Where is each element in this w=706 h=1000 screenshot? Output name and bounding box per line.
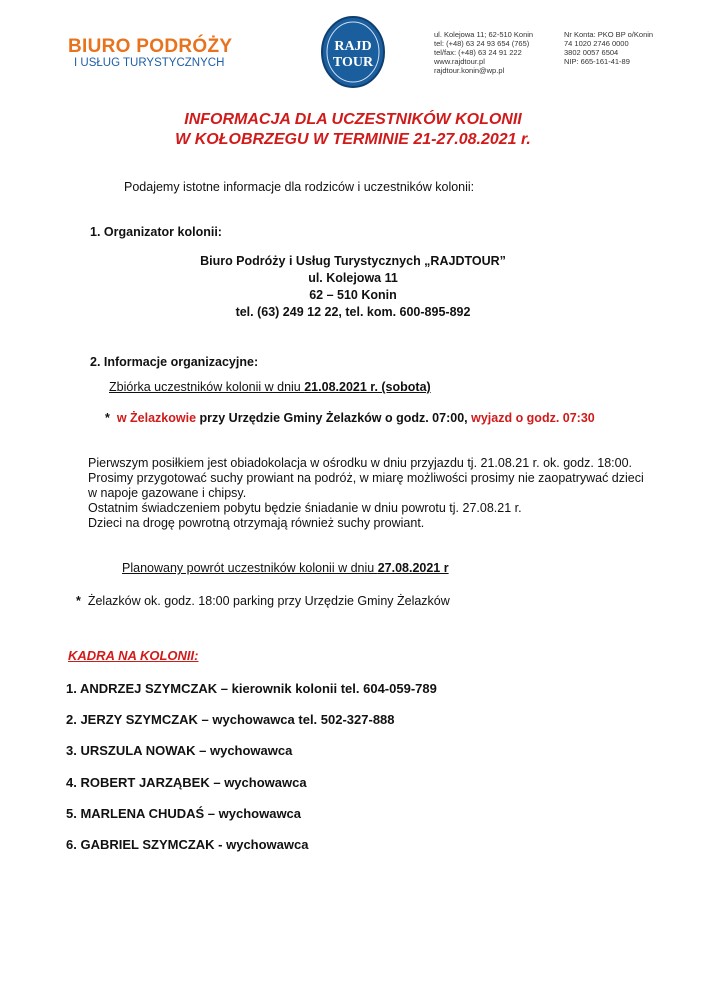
organizer-phone: tel. (63) 249 12 22, tel. kom. 600-895-892 [235,305,471,319]
document-title-line1: INFORMACJA DLA UCZESTNIKÓW KOLONII [184,111,522,128]
staff-heading: KADRA NA KOLONII: [68,648,199,663]
contact-fax: tel/fax: (+48) 63 24 91 222 [434,48,522,57]
return-line [122,561,449,575]
bank-account-1: 74 1020 2746 0000 [564,39,629,48]
departure-time: wyjazd o godz. 07:30 [471,411,595,425]
gathering-date: 21.08.2021 r. (sobota) [304,380,431,394]
info-paragraph [88,456,644,531]
contact-phone: tel: (+48) 63 24 93 654 (765) [434,39,530,48]
section2-heading: 2. Informacje organizacyjne: [90,355,259,369]
place-red: w Żelazkowie [116,411,197,425]
paragraph-line-3: w napoje gazowane i chipsy. [88,486,247,500]
return-bullet: * [76,594,81,608]
return-place-line [76,594,450,608]
gathering-line [109,380,431,394]
contact-block [434,30,533,75]
bank-nip: NIP: 665-161-41-89 [564,57,630,66]
bank-block [564,30,653,66]
rajdtour-logo [294,10,412,94]
paragraph-line-5: Dzieci na drogę powrotną otrzymają również suchy prowiant. [88,516,425,530]
staff-item: 4. ROBERT JARZĄBEK – wychowawca [66,775,307,790]
staff-item: 5. MARLENA CHUDAŚ – wychowawca [66,806,302,821]
logo-text-top: RAJD [334,39,372,54]
paragraph-line-1: Pierwszym posiłkiem jest obiadokolacja w ośrodku w dniu przyjazdu tj. 21.08.21 r. ok. godz. 18:00. [88,456,633,470]
place-details: przy Urzędzie Gminy Żelazków o godz. 07:00, [196,411,472,425]
bullet-star: * [105,411,110,425]
staff-item: 1. ANDRZEJ SZYMCZAK – kierownik kolonii tel. 604-059-789 [66,681,437,696]
gathering-place-line [105,411,595,425]
brand-subtitle: I USŁUG TURYSTYCZNYCH [74,57,225,69]
return-prefix: Planowany powrót uczestników kolonii w dniu [122,561,378,575]
document-title-line2: W KOŁOBRZEGU W TERMINIE 21-27.08.2021 r. [175,131,531,148]
staff-item: 6. GABRIEL SZYMCZAK - wychowawca [66,837,309,852]
return-date: 27.08.2021 r [377,561,449,575]
brand-name: BIURO PODRÓŻY [68,36,233,57]
organizer-name: Biuro Podróży i Usług Turystycznych „RAJDTOUR” [200,254,506,268]
contact-email: rajdtour.konin@wp.pl [434,66,505,75]
logo-text-bottom: TOUR [332,55,374,70]
staff-item: 2. JERZY SZYMCZAK – wychowawca tel. 502-327-888 [66,712,395,727]
contact-address: ul. Kolejowa 11; 62-510 Konin [434,30,534,39]
organizer-block [0,253,706,321]
return-place: Żelazków ok. godz. 18:00 parking przy Urzędzie Gminy Żelazków [87,594,450,608]
section1-heading: 1. Organizator kolonii: [90,225,222,239]
paragraph-line-2: Prosimy przygotować suchy prowiant na podróż, w miarę możliwości prosimy nie zaopatrywać dzieci [88,471,644,485]
intro-text: Podajemy istotne informacje dla rodziców i uczestników kolonii: [124,180,475,194]
bank-name: Nr Konta: PKO BP o/Konin [564,30,654,39]
organizer-city: 62 – 510 Konin [309,288,397,302]
bank-account-2: 3802 0057 6504 [564,48,619,57]
paragraph-line-4: Ostatnim świadczeniem pobytu będzie śniadanie w dniu powrotu tj. 27.08.21 r. [88,501,522,515]
gathering-prefix: Zbiórka uczestników kolonii w dniu [109,380,305,394]
contact-website: www.rajdtour.pl [434,57,485,66]
staff-item: 3. URSZULA NOWAK – wychowawca [66,743,293,758]
organizer-street: ul. Kolejowa 11 [308,271,398,285]
